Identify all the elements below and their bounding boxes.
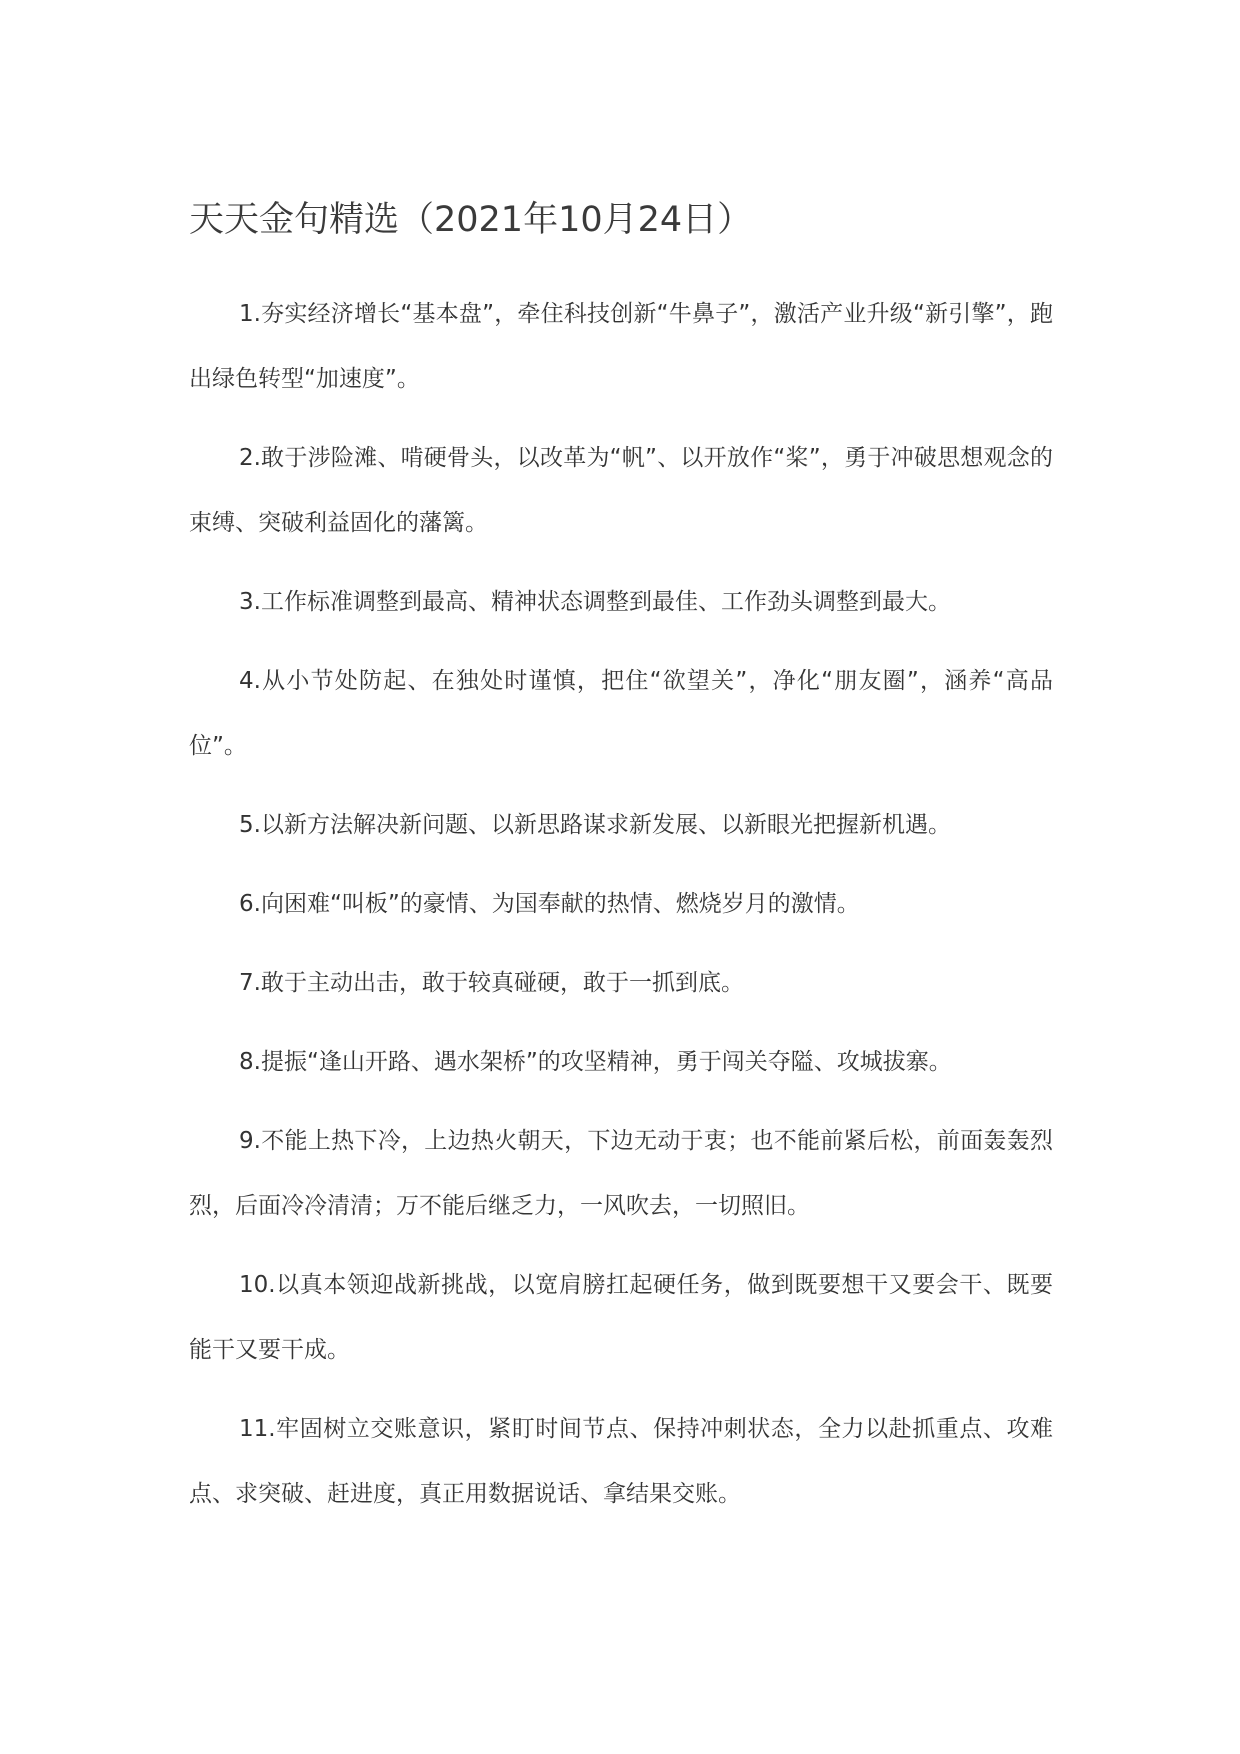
quote-item: 10.以真本领迎战新挑战，以宽肩膀扛起硬任务，做到既要想干又要会干、既要能干又要干成。: [189, 1272, 1053, 1363]
quote-item: 4.从小节处防起、在独处时谨慎，把住“欲望关”，净化“朋友圈”，涵养“高品位”。: [189, 668, 1053, 759]
quote-item: 8.提振“逢山开路、遇水架桥”的攻坚精神，勇于闯关夺隘、攻城拔寨。: [239, 1049, 952, 1075]
quote-item: 5.以新方法解决新问题、以新思路谋求新发展、以新眼光把握新机遇。: [239, 812, 951, 838]
quote-item: 11.牢固树立交账意识，紧盯时间节点、保持冲刺状态，全力以赴抓重点、攻难点、求突破、赶进度，真正用数据说话、拿结果交账。: [189, 1416, 1053, 1507]
quote-item: 1.夯实经济增长“基本盘”，牵住科技创新“牛鼻子”，激活产业升级“新引擎”，跑出绿色转型“加速度”。: [189, 301, 1053, 392]
quote-item: 3.工作标准调整到最高、精神状态调整到最佳、工作劲头调整到最大。: [239, 589, 951, 615]
quote-item: 9.不能上热下冷，上边热火朝天，下边无动于衷；也不能前紧后松，前面轰轰烈烈，后面冷冷清清；万不能后继乏力，一风吹去，一切照旧。: [189, 1128, 1053, 1219]
quote-item: 7.敢于主动出击，敢于较真碰硬，敢于一抓到底。: [239, 970, 744, 996]
quote-list: [189, 282, 1053, 1527]
quote-item: 2.敢于涉险滩、啃硬骨头，以改革为“帆”、以开放作“桨”，勇于冲破思想观念的束缚、突破利益固化的藩篱。: [189, 445, 1053, 536]
quote-item: 6.向困难“叫板”的豪情、为国奉献的热情、燃烧岁月的激情。: [239, 891, 860, 917]
document-page: [189, 196, 1053, 1541]
document-title: 天天金句精选（2021年10月24日）: [189, 200, 753, 240]
